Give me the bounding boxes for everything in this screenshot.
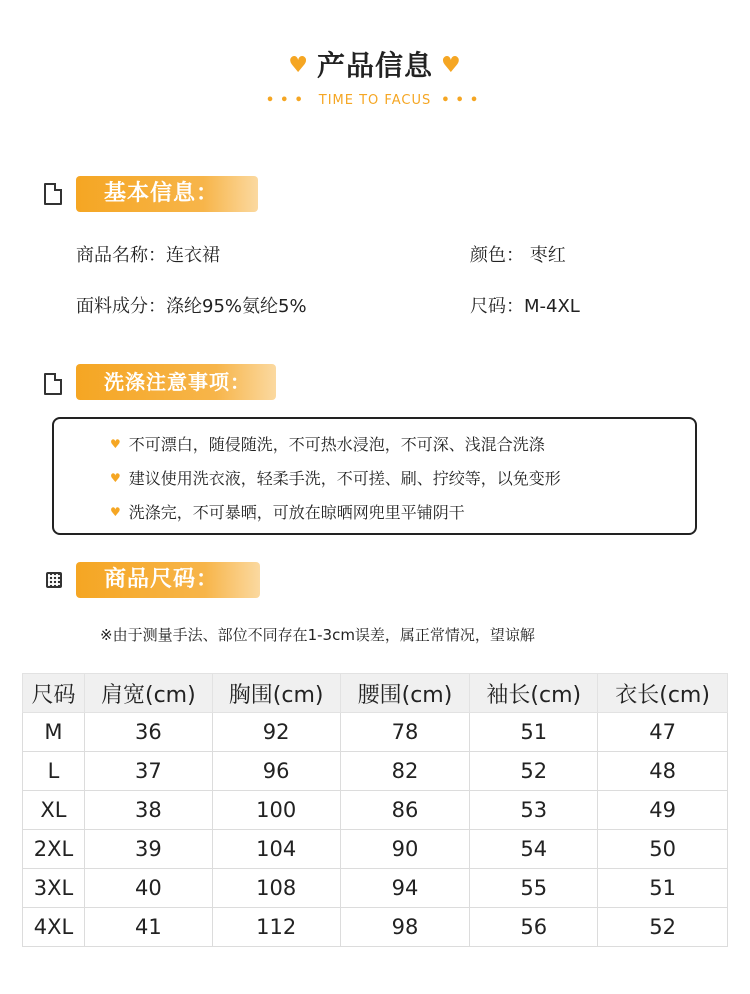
measurement-cell: 47 — [598, 713, 728, 752]
heart-icon: ♥ — [441, 53, 462, 78]
measurement-cell: 40 — [84, 869, 212, 908]
col-header: 袖长(cm) — [470, 674, 598, 713]
care-item: ♥ 建议使用洗衣液，轻柔手洗，不可搓、刷、拧绞等，以免变形 — [110, 469, 561, 488]
table-row — [23, 908, 728, 947]
measurement-cell: 51 — [470, 713, 598, 752]
col-header: 腰围(cm) — [340, 674, 470, 713]
measurement-cell: 50 — [598, 830, 728, 869]
table-header-row — [23, 674, 728, 713]
measurement-cell: 51 — [598, 869, 728, 908]
product-size-range: 尺码：M-4XL — [470, 296, 580, 317]
size-cell: L — [23, 752, 85, 791]
size-cell: XL — [23, 791, 85, 830]
size-cell: 3XL — [23, 869, 85, 908]
measurement-cell: 48 — [598, 752, 728, 791]
heart-icon: ♥ — [288, 53, 309, 78]
size-cell: 2XL — [23, 830, 85, 869]
size-cell: M — [23, 713, 85, 752]
measurement-cell: 86 — [340, 791, 470, 830]
size-table — [22, 673, 728, 947]
measurement-cell: 92 — [212, 713, 340, 752]
table-row — [23, 713, 728, 752]
table-row — [23, 830, 728, 869]
heart-bullet-icon: ♥ — [110, 437, 121, 451]
measurement-cell: 49 — [598, 791, 728, 830]
measurement-cell: 82 — [340, 752, 470, 791]
col-header: 胸围(cm) — [212, 674, 340, 713]
product-name: 商品名称：连衣裙 — [76, 245, 220, 266]
section-size-title: 商品尺码： — [76, 562, 260, 598]
measurement-cell: 90 — [340, 830, 470, 869]
measurement-cell: 96 — [212, 752, 340, 791]
calendar-icon — [46, 572, 62, 588]
measurement-cell: 41 — [84, 908, 212, 947]
measurement-cell: 100 — [212, 791, 340, 830]
page-subtitle: ••• TIME TO FACUS ••• — [265, 93, 485, 108]
measurement-cell: 38 — [84, 791, 212, 830]
table-row — [23, 869, 728, 908]
page-title: ♥ 产品信息 ♥ — [288, 49, 462, 82]
product-color: 颜色： 枣红 — [470, 245, 566, 266]
col-header: 肩宽(cm) — [84, 674, 212, 713]
size-cell: 4XL — [23, 908, 85, 947]
table-row — [23, 752, 728, 791]
measurement-cell: 98 — [340, 908, 470, 947]
measurement-cell: 54 — [470, 830, 598, 869]
measurement-cell: 78 — [340, 713, 470, 752]
measurement-cell: 112 — [212, 908, 340, 947]
measurement-cell: 108 — [212, 869, 340, 908]
measurement-cell: 104 — [212, 830, 340, 869]
heart-bullet-icon: ♥ — [110, 505, 121, 519]
care-item: ♥ 洗涤完，不可暴晒，可放在晾晒网兜里平铺阴干 — [110, 503, 465, 522]
section-care-title: 洗涤注意事项： — [76, 364, 276, 400]
product-fabric: 面料成分：涤纶95%氨纶5% — [76, 296, 307, 317]
measurement-cell: 53 — [470, 791, 598, 830]
document-icon — [44, 373, 62, 395]
table-row — [23, 791, 728, 830]
dots-decoration: ••• — [441, 93, 485, 108]
measurement-cell: 39 — [84, 830, 212, 869]
size-note: ※由于测量手法、部位不同存在1-3cm误差，属正常情况，望谅解 — [100, 626, 535, 644]
measurement-cell: 52 — [470, 752, 598, 791]
measurement-cell: 36 — [84, 713, 212, 752]
measurement-cell: 52 — [598, 908, 728, 947]
measurement-cell: 55 — [470, 869, 598, 908]
measurement-cell: 56 — [470, 908, 598, 947]
document-icon — [44, 183, 62, 205]
measurement-cell: 37 — [84, 752, 212, 791]
col-header: 尺码 — [23, 674, 85, 713]
dots-decoration: ••• — [265, 93, 309, 108]
col-header: 衣长(cm) — [598, 674, 728, 713]
measurement-cell: 94 — [340, 869, 470, 908]
care-item: ♥ 不可漂白，随侵随洗，不可热水浸泡，不可深、浅混合洗涤 — [110, 435, 545, 454]
section-basic-title: 基本信息： — [76, 176, 258, 212]
heart-bullet-icon: ♥ — [110, 471, 121, 485]
